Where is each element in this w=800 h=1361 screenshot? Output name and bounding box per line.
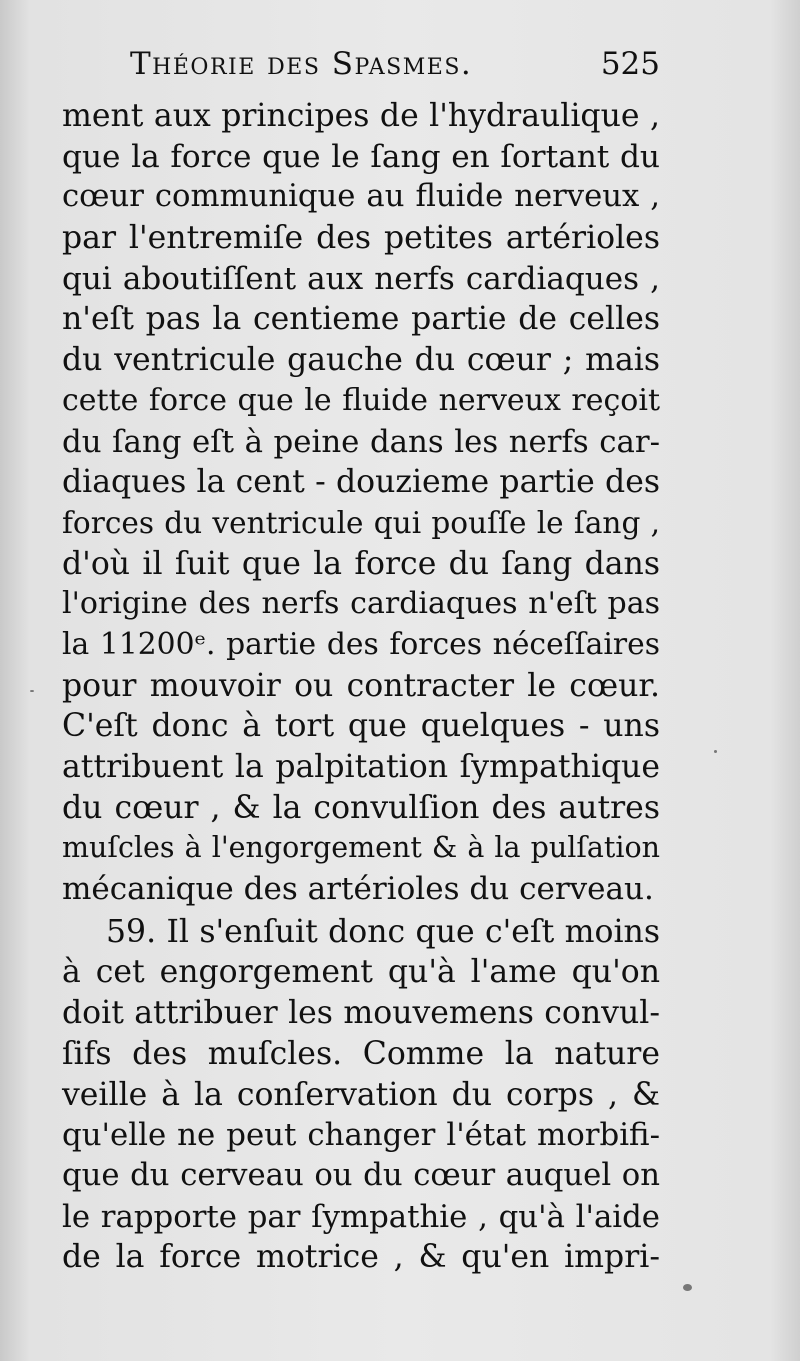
text-line: mécanique des artérioles du cerveau. bbox=[62, 871, 654, 908]
paper-speck bbox=[683, 1284, 692, 1291]
text-line: ment aux principes de l'hydraulique , bbox=[62, 98, 660, 134]
text-line: muſcles à l'engorgement & à la pulſation bbox=[62, 831, 660, 865]
text-line: doit attribuer les mouvemens convul- bbox=[62, 995, 660, 1032]
text-line: l'origine des nerfs cardiaques n'eſt pas bbox=[62, 586, 660, 622]
text-line: le rapporte par ſympathie , qu'à l'aide bbox=[62, 1198, 660, 1235]
text-line: du cœur , & la convulſion des autres bbox=[62, 789, 660, 826]
text-line: la 11200ᵉ. partie des forces néceſſaires bbox=[62, 626, 660, 662]
text-line: ſifs des muſcles. Comme la nature bbox=[62, 1035, 660, 1072]
text-line: cœur communique au fluide nerveux , bbox=[62, 179, 660, 215]
text-line: du ventricule gauche du cœur ; mais bbox=[62, 342, 660, 379]
text-line: de la force motrice , & qu'en impri- bbox=[62, 1239, 660, 1276]
text-line: qu'elle ne peut changer l'état morbifi- bbox=[62, 1117, 660, 1154]
text-line: pour mouvoir ou contracter le cœur. bbox=[62, 667, 660, 704]
running-title: Théorie des Spasmes. bbox=[130, 46, 473, 82]
text-line: que la force que le ſang en ſortant du bbox=[62, 138, 660, 175]
text-line: veille à la conſervation du corps , & bbox=[62, 1076, 660, 1113]
page-number: 525 bbox=[600, 46, 660, 82]
text-line: attribuent la palpitation ſympathique bbox=[62, 749, 660, 785]
text-line: du ſang eſt à peine dans les nerfs car- bbox=[62, 423, 660, 460]
text-line: par l'entremiſe des petites artérioles bbox=[62, 220, 660, 257]
text-line: 59. Il s'enſuit donc que c'eſt moins bbox=[106, 913, 660, 950]
text-line: cette force que le fluide nerveux reçoit bbox=[62, 382, 660, 418]
text-line: d'où il ſuit que la force du ſang dans bbox=[62, 545, 660, 582]
text-line: qui aboutiſſent aux nerfs cardiaques , bbox=[62, 260, 660, 297]
page-header bbox=[130, 46, 660, 90]
text-line: à cet engorgement qu'à l'ame qu'on bbox=[62, 954, 660, 991]
text-line: diaques la cent - douzieme partie des bbox=[62, 464, 660, 501]
text-line: n'eſt pas la centieme partie de celles bbox=[62, 301, 660, 338]
paper-speck bbox=[714, 750, 717, 753]
paper-speck bbox=[30, 690, 34, 692]
text-line: C'eſt donc à tort que quelques - uns bbox=[62, 708, 660, 745]
body-text bbox=[62, 96, 660, 1278]
text-line: que du cerveau ou du cœur auquel on bbox=[62, 1157, 660, 1193]
text-line: forces du ventricule qui pouſſe le ſang , bbox=[62, 505, 660, 540]
